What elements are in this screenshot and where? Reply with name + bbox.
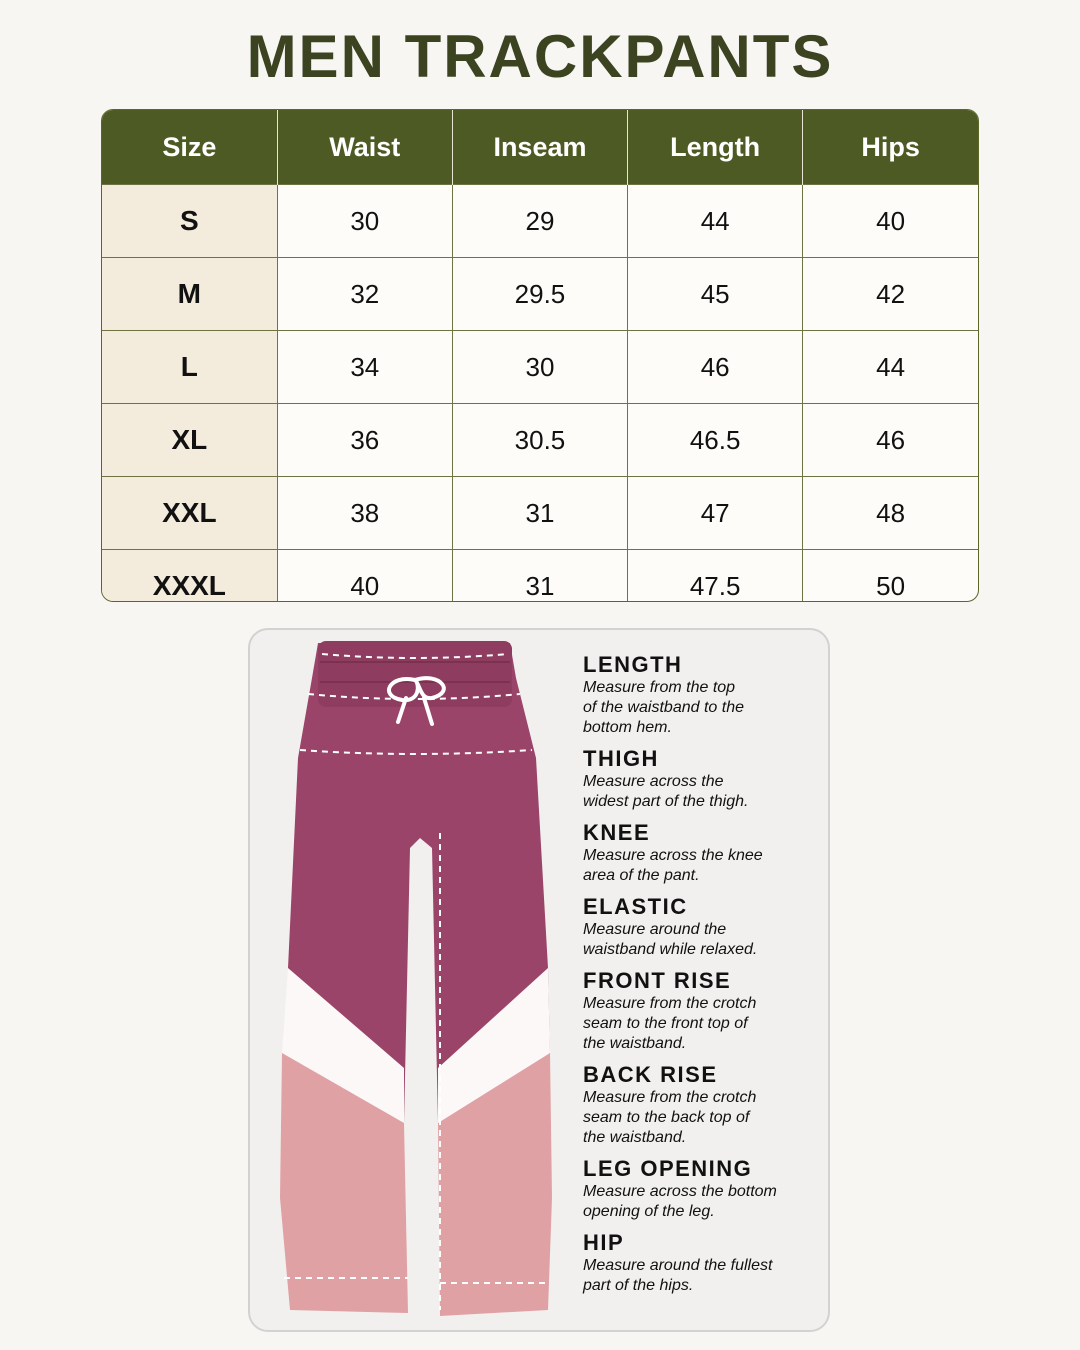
legend-title: HIP	[583, 1230, 625, 1255]
legend-item-hip	[583, 1230, 823, 1296]
length-cell: 47.5	[628, 550, 803, 603]
hips-cell: 40	[803, 185, 978, 258]
table-row	[102, 404, 978, 477]
inseam-cell: 30	[452, 331, 627, 404]
header-hips: Hips	[803, 110, 978, 185]
table-row	[102, 477, 978, 550]
legend-item-front-rise	[583, 968, 823, 1054]
legend-desc: Measure around the fullest part of the hips.	[583, 1257, 773, 1294]
legend-item-elastic	[583, 894, 823, 960]
page-title: MEN TRACKPANTS	[246, 23, 834, 90]
length-cell: 46.5	[628, 404, 803, 477]
legend-desc: Measure across the knee area of the pant.	[583, 847, 763, 884]
legend-title: THIGH	[583, 746, 659, 771]
legend-desc: Measure from the crotch seam to the front top of the waistband.	[583, 995, 757, 1052]
length-cell: 47	[628, 477, 803, 550]
size-cell: XXL	[102, 477, 277, 550]
legend-item-length	[583, 652, 823, 738]
legend-title: LEG OPENING	[583, 1156, 753, 1181]
inseam-cell: 29	[452, 185, 627, 258]
waist-cell: 36	[277, 404, 452, 477]
legend-desc: Measure across the bottom opening of the leg.	[583, 1183, 777, 1220]
size-cell: M	[102, 258, 277, 331]
size-cell: XXXL	[102, 550, 277, 603]
measurement-legend	[583, 652, 823, 1304]
hips-cell: 44	[803, 331, 978, 404]
waist-cell: 38	[277, 477, 452, 550]
header-waist: Waist	[277, 110, 452, 185]
legend-title: LENGTH	[583, 652, 683, 677]
length-cell: 44	[628, 185, 803, 258]
legend-title: FRONT RISE	[583, 968, 732, 993]
table-header-row	[102, 110, 978, 185]
legend-desc: Measure around the waistband while relaxed.	[583, 921, 758, 958]
length-cell: 45	[628, 258, 803, 331]
waist-cell: 30	[277, 185, 452, 258]
legend-item-knee	[583, 820, 823, 886]
legend-title: KNEE	[583, 820, 651, 845]
inseam-cell: 31	[452, 550, 627, 603]
legend-desc: Measure from the top of the waistband to the bottom hem.	[583, 679, 744, 736]
header-length: Length	[628, 110, 803, 185]
legend-title: BACK RISE	[583, 1062, 718, 1087]
hips-cell: 50	[803, 550, 978, 603]
table-row	[102, 331, 978, 404]
header-inseam: Inseam	[452, 110, 627, 185]
hips-cell: 48	[803, 477, 978, 550]
waist-cell: 32	[277, 258, 452, 331]
hips-cell: 46	[803, 404, 978, 477]
header-size: Size	[102, 110, 277, 185]
size-cell: L	[102, 331, 277, 404]
trackpants-illustration	[270, 638, 560, 1318]
legend-desc: Measure from the crotch seam to the back top of the waistband.	[583, 1089, 757, 1146]
waist-cell: 40	[277, 550, 452, 603]
table-row	[102, 258, 978, 331]
inseam-cell: 29.5	[452, 258, 627, 331]
size-cell: S	[102, 185, 277, 258]
legend-item-back-rise	[583, 1062, 823, 1148]
legend-title: ELASTIC	[583, 894, 688, 919]
size-cell: XL	[102, 404, 277, 477]
length-cell: 46	[628, 331, 803, 404]
size-chart-table	[101, 109, 979, 602]
waist-cell: 34	[277, 331, 452, 404]
table-row	[102, 185, 978, 258]
inseam-cell: 31	[452, 477, 627, 550]
inseam-cell: 30.5	[452, 404, 627, 477]
legend-desc: Measure across the widest part of the thigh.	[583, 773, 749, 810]
legend-item-leg-opening	[583, 1156, 823, 1222]
legend-item-thigh	[583, 746, 823, 812]
hips-cell: 42	[803, 258, 978, 331]
table-row	[102, 550, 978, 603]
